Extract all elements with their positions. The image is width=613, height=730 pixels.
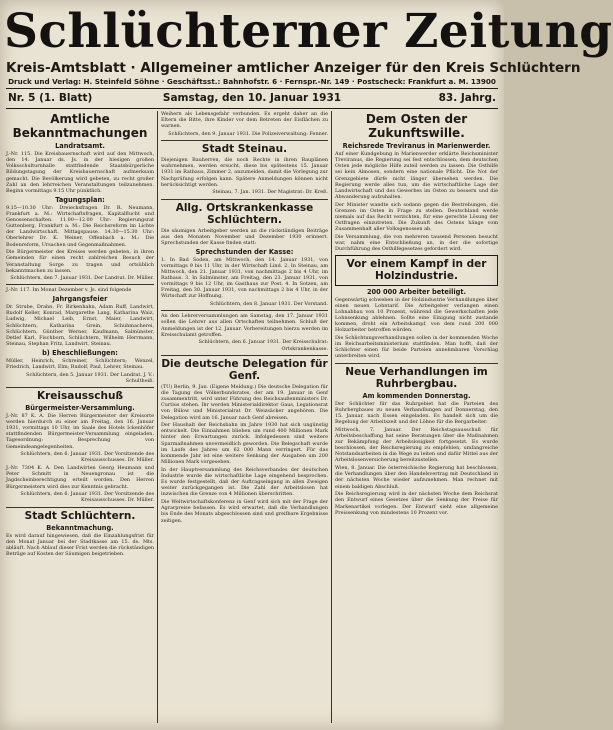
article-paragraph: Wien, 8. Januar. Die österreichische Regierung hat beschlossen, die Verhandlungen über den Handelsvertrag mit Deutschland in der nächsten Woche wieder aufzunehmen. Man rechnet mit einem baldigen Abschluß. [335, 465, 498, 490]
article-paragraph: Auf einer Kundgebung in Marienwerder erklärte Reichsminister Treviranus, die Regierung sei fest entschlossen, dem deutschen Osten jede mögliche Hilfe zuteil werden zu lassen. Die Osthilfe sei kein Almosen, sondern eine nationale Pflicht. Die Not der Grenzgebiete dürfe nicht länger übersehen werden. Die Regierung werde alles tun, um die wirtschaftliche Lage der Landwirtschaft und des Gewerbes im Osten zu bessern und die Abwanderung aufzuhalten. [335, 151, 498, 201]
section-heading: Stadt Schlüchtern. [24, 509, 136, 522]
article-paragraph: Die säumigen Arbeitgeber werden an die rückständigen Beiträge aus den Monaten November und Dezember 1930 erinnert. Sprechstunden der Kasse finden statt: [161, 227, 328, 246]
article-paragraph: J.-Nr. 117. Im Monat Dezember v. Js. sind folgende [6, 287, 132, 294]
separator [161, 140, 328, 141]
section-heading: Amtliche Bekanntmachungen [12, 112, 148, 140]
signature: Schlüchtern, den 6. Januar 1931. Der Kreisschulrat: Ortskrankenkasse. [198, 339, 328, 352]
section-subheading: Jahrgangsfeier [52, 295, 108, 304]
column-news [335, 111, 498, 723]
article-paragraph: Die Reichsregierung wird in der nächsten Woche dem Reichsrat den Entwurf eines Gesetzes über die Senkung der Preise für Markenartikel vorlegen. Der Entwurf sieht eine allgemeine Preissenkung von mindestens 10 Prozent vor. [335, 491, 498, 516]
section-subheading: Bürgermeister-Versammlung. [25, 403, 135, 412]
signature: Schlüchtern, den 6. Januar 1931. Der Vorsitzende des Kreisausschusses. Dr. Müller. [20, 451, 154, 464]
article-paragraph: Diejenigen Bauherren, die noch Rechte in ihren Bauplänen wahrnehmen, werden ersucht, diese bis spätestens 15. Januar 1931 im Rathaus, Zimmer 2, anzumelden, damit die Vorlegung zur Nachprüfung erfolgen kann. Spätere Anmeldungen können nicht berücksichtigt werden. [161, 157, 328, 188]
article-paragraph: Müller, Heinrich, Schreiner, Schlüchtern; Wenzel, Friedrich, Landwirt, Elm; Rudolf, Paul, Lehrer, Steinau. [6, 357, 154, 370]
volume-year: 83. Jahrg. [438, 92, 496, 104]
section-subheading: Sprechstunden der Kasse: [195, 247, 294, 256]
separator [161, 310, 328, 311]
separator [161, 199, 328, 200]
separator [6, 507, 154, 508]
dateline-rule [6, 108, 498, 109]
article-paragraph: Der Haushalt der Reichsbahn im Jahre 1930 hat sich ungünstig entwickelt. Die Einnahmen blieben um rund 400 Millionen Mark hinter den Erwartungen zurück. Infolgedessen sind weitere Sparmaßnahmen unvermeidlich geworden. Die Belegschaft wurde im Laufe des Jahres um 62 000 Mann verringert. Für das kommende Jahr ist eine weitere Senkung der Ausgaben um 200 Millionen Mark vorgesehen. [161, 422, 328, 466]
article-paragraph: Die Schlichtungsverhandlungen sollen in der kommenden Woche im Reichsarbeitsministerium stattfinden. Man hofft, daß der Schlichter einen für beide Parteien annehmbaren Vorschlag unterbreiten wird. [335, 334, 498, 360]
article-paragraph: J.-Nr. 115. Die Kreisbauernschaft wird auf den Mittwoch, den 14. Januar ds. Js. in der hiesigen großen Volksschulturnhalle stattfindende Staatsbürgerliche Bildungstagung der Kreisbauernschaft aufmerksam gemacht. Die Bevölkerung wird gebeten, zu recht großer Zahl an den lehrreichen Veranstaltungen teilzunehmen. Beginn vormittags 9.15 Uhr pünktlich. [6, 151, 154, 194]
article-paragraph: J.-Nr. 7304 K. A. Den Landwirten Georg Heumann und Peter Schmitt in Neuengronau ist die Jagdscheinberechtigung erteilt worden. Den Herren Bürgermeistern wird dies zur Kenntnis gebracht. [6, 465, 154, 490]
section-subheading: Tagungsplan: [55, 195, 105, 204]
signature: Steinau, 7. Jan. 1931. Der Magistrat: Dr. Kreß. [212, 189, 328, 196]
article-subheadline: 200 000 Arbeiter beteiligt. [366, 287, 467, 296]
article-paragraph: Gegenwärtig schweben in der Holzindustrie Verhandlungen über einen neuen Lohntarif. Die Arbeitgeber verlangen einen Lohnabbau von 10 Prozent, während die Gewerkschaften jede Lohnsenkung ablehnen. Sollte eine Einigung nicht zustande kommen, droht ein Arbeitskampf, von dem rund 200 000 Holzarbeiter betroffen würden. [335, 296, 498, 334]
headline-box [335, 255, 498, 286]
article-paragraph: 1. In Bad Soden, am Mittwoch, den 14. Januar 1931, von vormittags 9 bis 11 Uhr, in der Wirtschaft Lind. 2. In Steinau, am Mittwoch, den 21. Januar 1931, von nachmittags 2 bis 4 Uhr, im Rathaus. 3. In Salmünster, am Freitag, den 23. Januar 1931, von vormittags 9 bis 12 Uhr, im Gasthaus zur Post. 4. In Sotzen, am Freitag, den 30. Januar 1931, von nachmittags 2 bis 4 Uhr, in der Wirtschaft zur Hoffnung. [161, 256, 328, 300]
issue-number: Nr. 5 (1. Blatt) [8, 92, 93, 104]
section-heading: Die deutsche Delegation für Genf. [161, 357, 328, 382]
signature: Schlüchtern, den 9. Januar 1931. Die Polizeiverwaltung: Fenner. [168, 130, 328, 137]
section-subheading: Landratsamt. [55, 142, 105, 150]
separator [161, 355, 328, 356]
separator [6, 387, 154, 388]
article-headline: Neue Verhandlungen im Ruhrbergbau. [345, 365, 488, 390]
article-paragraph: In der Hauptversammlung des Reichsverbandes der deutschen Industrie wurde die wirtschaftliche Lage eingehend besprochen. Es wurde festgestellt, daß der Auftragseingang in allen Zweigen weiter zurückgegangen ist. Die Zahl der Arbeitslosen hat inzwischen die Grenze von 4 Millionen überschritten. [161, 466, 328, 498]
separator [6, 284, 154, 285]
section-heading: Stadt Steinau. [201, 143, 288, 156]
article-subheadline: Am kommenden Donnerstag. [362, 391, 471, 400]
article-paragraph: Weihern als Lebensgefahr verbunden. Es ergeht daher an die Eltern die Bitte, ihre Kinder vor dem Betreten der Eisflächen zu warnen. [161, 111, 328, 130]
signature: Schlüchtern, den 8. Januar 1931. Der Vorstand. [209, 301, 328, 308]
article-paragraph: (TU) Berlin, 9. Jan. (Eigene Meldung.) Die deutsche Delegation für die Tagung des Völkerbundsrates, der am 19. Januar in Genf zusammentritt, wird unter Führung des Reichsaußenministers Dr. Curtius stehen. Ihr werden Ministerialdirektor Gaus, Legationsrat von Bülow und Ministerialrat Dr. Weizsäcker angehören. Die Delegation wird am 16. Januar nach Genf abreisen. [161, 383, 328, 421]
masthead-title: Schlüchterner Zeitung [4, 4, 613, 59]
section-heading: Allg. Ortskrankenkasse Schlüchtern. [175, 201, 314, 226]
separator [335, 363, 498, 364]
column-divider [331, 111, 332, 723]
signature: Schlüchtern, den 5. Januar 1931. Der Landrat. J. V.: Schultheiß. [26, 371, 154, 384]
signature: Schlüchtern, den 7. Januar 1931. Der Landrat. Dr. Müller. [10, 275, 154, 282]
article-paragraph: Der Minister wandte sich sodann gegen die Bestrebungen, die Grenzen im Osten in Frage zu stellen. Deutschland werde niemals auf das Recht verzichten, für eine gerechte Lösung der Ostfragen einzutreten. Die Zukunft des Ostens hänge vom Zusammenhalt aller Volksgenossen ab. [335, 201, 498, 233]
section-heading: Kreisausschuß [36, 389, 124, 402]
column-local-notices [161, 111, 328, 723]
article-paragraph: J.-Nr. 87 K. A. Die Herren Bürgermeister der Kreisorte werden hierdurch zu einer am Freitag, den 16. Januar 1931, vormittags 10 Uhr, im Saale des Hotels Ickenhöfer stattfindenden Bürgermeister-Versammlung eingeladen. Tagesordnung: Besprechung von Gemeindeangelegenheiten. [6, 412, 154, 450]
article-headline: Vor einem Kampf in der Holzindustrie. [346, 257, 487, 282]
signature: Schlüchtern, den 6. Januar 1931. Der Vorsitzende des Kreisausschusses. Dr. Müller. [20, 491, 154, 504]
article-paragraph: Es wird darauf hingewiesen, daß die Einzahlungsfrist für den Monat Januar bei der Stadtkasse am 15. ds. Mts. abläuft. Nach Ablauf dieser Frist werden die rückständigen Beträge auf Kosten der Säumigen beigetrieben. [6, 532, 154, 557]
publisher-line: Druck und Verlag: H. Steinfeld Söhne · Geschäftsst.: Bahnhofstr. 6 · Fernspr.-Nr. 149 · Postscheck: Frankfurt a. M. 13900 [8, 77, 496, 86]
article-headline: Dem Osten der Zukunftswille. [365, 112, 468, 140]
column-divider [157, 111, 158, 723]
article-paragraph: Die Weltwirtschaftskonferenz in Genf wird sich mit der Frage der Agrarpreise befassen. Es wird erwartet, daß die Verhandlungen bis Ende des Monats abgeschlossen sind und greifbare Ergebnisse zeitigen. [161, 499, 328, 524]
section-subheading: b) Eheschließungen: [42, 348, 118, 357]
article-paragraph: Die Versammlung, die von mehreren tausend Personen besucht war, nahm eine Entschließung an, in der die sofortige Durchführung des Osthilfegesetzes gefordert wird. [335, 234, 498, 253]
article-subheadline: Reichsrede Treviranus in Marienwerder. [342, 142, 491, 150]
column-official-notices [6, 111, 154, 723]
article-paragraph: 9.15—10.30 Uhr: Dreiecksfragen Dr. R. Neumann, Frankfurt a. M.: Wirtschaftsfragen, Kapitalflucht und Genossenschaften. 11.00—12.00 Uhr: Regierungsrat Guttenberg, Frankfurt a. M.: Die Reichsreform im Lichte der Landwirtschaft. Mittagspause. 14.30—15.30 Uhr: Oberlehrer Dr. K. Weiner, Offenbach a. M.: Die Bodenreform, Ursachen und Gegenmaßnahmen. [6, 204, 154, 248]
masthead-subtitle: Kreis-Amtsblatt · Allgemeiner amtlicher Anzeiger für den Kreis Schlüchtern [6, 60, 581, 76]
dateline [8, 89, 496, 107]
article-paragraph: Die Bürgermeister des Kreises werden gebeten, in ihren Gemeinden für einen recht zahlreichen Besuch der Veranstaltung Sorge zu tragen und ortsüblich bekanntmachen zu lassen. [6, 249, 154, 274]
article-paragraph: Dr. Strube, Drahn, Fr. Birkenhahn, Adam Ruff, Landwirt, Rudolf Keller, Konrad, Margarethe Lang, Katharina Waiz, Ludwig, Michael Leib, Ernst, Maier, Landwirt, Schlüchtern, Katharina Grein, Schuhmacherei, Schlüchtern, Günther Werner, Kaufmann, Salmünster, Detlef Karl, Fischborn, Schlüchtern, Wilhelm Herrmann, Steinau, Stephan Fritz, Landwirt, Steinau. [6, 304, 154, 348]
issue-date: Samstag, den 10. Januar 1931 [162, 92, 342, 104]
article-paragraph: An den Lehrerversammlungen am Samstag, den 17. Januar 1931 sollen die Lehrer aus allen Ortschaften teilnehmen. Schluß der Anmeldungen ist der 12. Januar. Vorbereitungen hierzu werden im Kreisschulamt getroffen. [161, 313, 328, 338]
section-subheading: Bekanntmachung. [46, 523, 114, 532]
article-paragraph: Mittwoch, 7. Januar. Der Reichstagsausschuß für Arbeitsbeschaffung hat seine Beratungen über die Maßnahmen zur Bekämpfung der Arbeitslosigkeit fortgesetzt. Es wurde beschlossen, der Reichsregierung zu empfehlen, umfangreiche Notstandsarbeiten in die Wege zu leiten und dafür Mittel aus der Arbeitslosenversicherung bereitzustellen. [335, 426, 498, 464]
article-paragraph: Der Schlichter für das Ruhrgebiet hat die Parteien des Ruhrbergbaues zu neuen Verhandlungen auf Donnerstag, den 15. Januar, nach Essen eingeladen. Es handelt sich um die Regelung der Arbeitszeit und der Löhne für die Bergarbeiter. [335, 400, 498, 426]
